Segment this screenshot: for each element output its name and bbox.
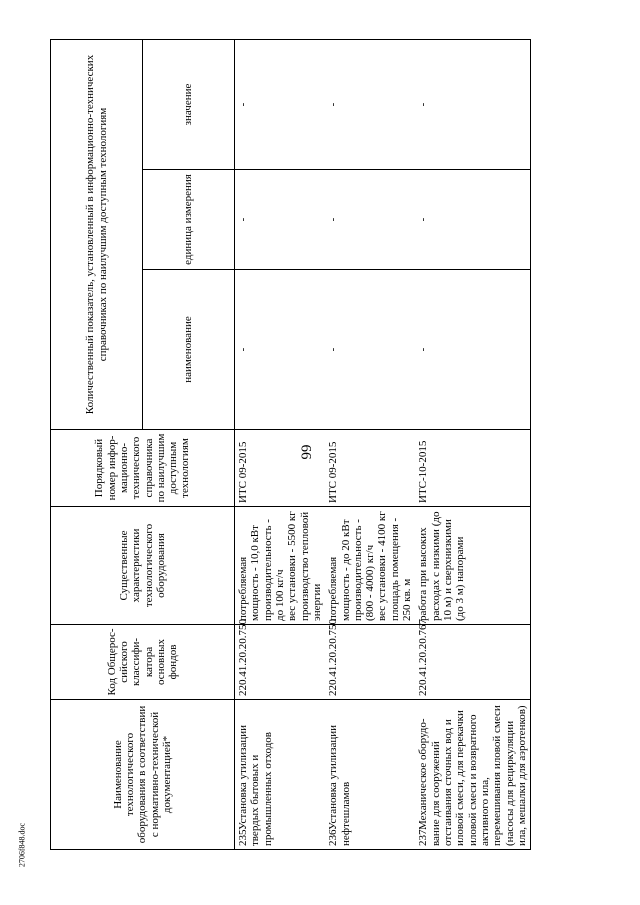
page-number: 66 — [297, 444, 314, 460]
table-row — [415, 39, 530, 849]
row-indicator-value: - — [325, 39, 415, 169]
row-number: 236. — [327, 826, 340, 846]
header-indicator-unit: единица измерения — [143, 170, 235, 270]
header-its-number: Порядковый номер инфор-мационно-технического справочника по наилучшим доступным технологиям — [51, 430, 235, 507]
row-characteristics: потребляемая мощность - 10,0 кВт производительность - до 100 кг/ч вес установки - 5500 кг производство тепловой энергии — [235, 507, 326, 625]
header-indicator-value: значение — [143, 39, 235, 169]
row-indicator-unit: - — [325, 170, 415, 270]
row-okof: 220.41.20.20.750 — [325, 625, 415, 700]
row-indicator-unit: - — [415, 170, 530, 270]
row-indicator-name: - — [235, 270, 326, 430]
row-number: 237. — [417, 826, 430, 846]
row-indicator-value: - — [415, 39, 530, 169]
document-code: 2706f848.doc — [17, 822, 27, 868]
table-row — [325, 39, 415, 849]
row-its: ИТС 09-2015 — [325, 430, 415, 507]
row-its: ИТС-10-2015 — [415, 430, 530, 507]
row-okof: 220.41.20.20.767 — [415, 625, 530, 700]
equipment-table — [50, 39, 531, 850]
row-name: Установка утилизации твердых бытовых и промышленных отходов — [237, 724, 274, 846]
row-indicator-name: - — [325, 270, 415, 430]
row-name-cell — [325, 700, 415, 850]
row-name: Механическое оборудо-вание для сооружений отстаивания сточных вод и иловой смеси, для перекачки иловой смеси и возвратного активного ила, перемешивания иловой смеси (насосы для рециркуляции ила, мешалки для аэротенков) — [417, 705, 528, 846]
header-indicator-group: Количественный показатель, установленный в информационно-технических справочниках по наилучшим доступным технологиям — [51, 39, 143, 429]
header-characteristics: Существенные характеристики технологического оборудования — [51, 507, 235, 625]
rotated-page-content — [50, 40, 610, 850]
row-okof: 220.41.20.20.750 — [235, 625, 326, 700]
row-name: Установка утилизации нефтешламов — [327, 724, 352, 846]
row-name-cell — [235, 700, 326, 850]
row-indicator-unit: - — [235, 170, 326, 270]
header-name: Наименование технологического оборудования в соответствии с нормативно-технической документацией* — [51, 700, 235, 850]
row-characteristics: потребляемая мощность - до 20 кВт производительность - (800 - 4000) кг/ч вес установки - 4100 кг площадь помещения - 250 кв. м — [325, 507, 415, 625]
row-its: ИТС 09-2015 — [235, 430, 326, 507]
row-characteristics: работа при высоких расходах с низкими (до 10 м) и сверхнизкими (до 3 м) напорами — [415, 507, 530, 625]
row-name-cell — [415, 700, 530, 850]
row-indicator-value: - — [235, 39, 326, 169]
table-row — [235, 39, 326, 849]
row-number: 235. — [237, 826, 249, 846]
header-indicator-name: наименование — [143, 270, 235, 430]
row-indicator-name: - — [415, 270, 530, 430]
header-okof: Код Общерос-сийского классифи-катора основных фондов — [51, 625, 235, 700]
